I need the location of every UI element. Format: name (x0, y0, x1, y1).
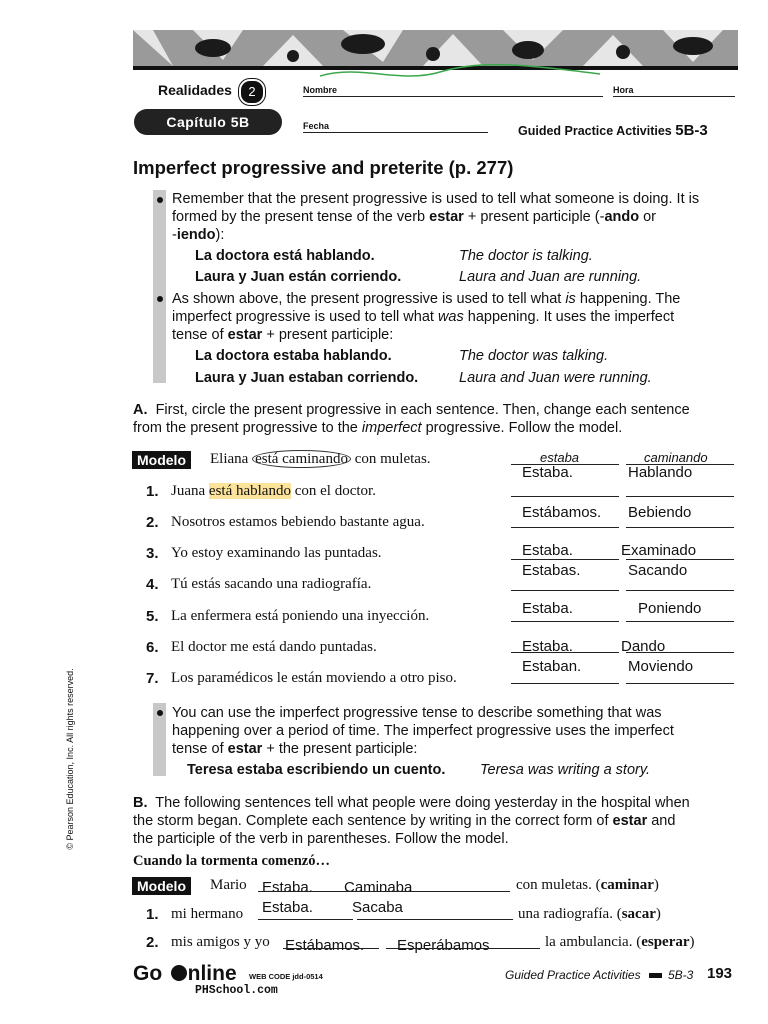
item-number: 7. (146, 670, 159, 687)
flower-pattern-icon (133, 30, 738, 66)
answer-line (511, 559, 619, 560)
part-a-instructions: A. First, circle the present progressive in each sentence. Then, change each sentence from the present progressive to the imperfect progressive. Follow the model. (133, 402, 690, 436)
bullet-dot (157, 710, 163, 716)
item-number: 6. (146, 639, 159, 656)
answer-line (626, 559, 734, 560)
answer-participle[interactable]: Moviendo (628, 658, 694, 675)
modelo-b-answer-2: Caminaba (344, 879, 413, 896)
footer-dash (649, 973, 662, 978)
modelo-badge: Modelo (132, 451, 191, 469)
answer-participle[interactable]: Hablando (628, 464, 693, 481)
modelo-answer-2: caminando (644, 450, 708, 465)
nombre-line[interactable] (303, 96, 603, 97)
footer-guided: Guided Practice Activities (505, 968, 641, 982)
answer-line (511, 652, 619, 653)
example-en-2: Laura and Juan are running. (459, 269, 642, 285)
answer-line (626, 590, 734, 591)
chapter-pill: Capítulo 5B (134, 109, 282, 135)
item-sentence: Tú estás sacando una radiografía. (171, 576, 372, 592)
answer-participle[interactable]: Sacando (628, 562, 688, 579)
level-badge: 2 (239, 79, 265, 105)
globe-icon (171, 965, 187, 981)
modelo-b-rest: con muletas. (caminar) (516, 877, 659, 893)
item-number: 1. (146, 483, 159, 500)
copyright-notice: © Pearson Education, Inc. All rights reserved. (65, 668, 75, 850)
answer-line (511, 621, 619, 622)
answer-participle[interactable]: Dando (621, 638, 666, 655)
part-b-lead: Cuando la tormenta comenzó… (133, 853, 330, 869)
example-en-3: The doctor was talking. (459, 348, 609, 364)
item-rest: la ambulancia. (esperar) (545, 934, 695, 950)
example-es-4: Laura y Juan estaban corriendo. (195, 370, 419, 386)
answer-estar[interactable]: Estaba. (522, 600, 573, 617)
item-subject: mis amigos y yo (171, 934, 270, 950)
footer-code: 5B-3 (668, 968, 694, 982)
item-number: 2. (146, 934, 159, 951)
item-number: 2. (146, 514, 159, 531)
modelo-b-subject: Mario (210, 877, 247, 893)
answer-estar[interactable]: Estábamos. (285, 937, 365, 954)
series-name: Realidades (158, 82, 232, 98)
answer-line (626, 683, 734, 684)
item-subject: mi hermano (171, 906, 244, 922)
item-number: 1. (146, 906, 159, 923)
answer-estar[interactable]: Estaba. (262, 899, 313, 916)
item-sentence: El doctor me está dando puntadas. (171, 639, 377, 655)
item-sentence: La enfermera está poniendo una inyección. (171, 608, 430, 624)
web-code: WEB CODE jdd-0514 (249, 972, 323, 981)
answer-line (626, 527, 734, 528)
answer-line (283, 948, 379, 949)
guided-label: Guided Practice Activities 5B-3 (518, 122, 708, 139)
item-sentence: Nosotros estamos bebiendo bastante agua. (171, 514, 425, 530)
example-es-3: La doctora estaba hablando. (195, 348, 392, 364)
hora-label: Hora (613, 85, 634, 95)
answer-line (258, 919, 353, 920)
go-online-logo: Go nline (133, 962, 237, 985)
answer-line (626, 621, 734, 622)
answer-estar[interactable]: Estabas. (522, 562, 581, 579)
example-en-1: The doctor is talking. (459, 248, 593, 264)
note-bar (153, 190, 166, 383)
phschool-link[interactable]: PHSchool.com (195, 984, 278, 997)
bullet-dot (157, 296, 163, 302)
example-es-5: Teresa estaba escribiendo un cuento. (187, 762, 446, 778)
note-bullet-3: You can use the imperfect progressive tense to describe something that was happening over a period of time. The imperfect progressive uses the imperfect tense of estar + the present participle: (172, 705, 674, 757)
modelo-badge: Modelo (132, 877, 191, 895)
hora-line[interactable] (613, 96, 735, 97)
item-number: 4. (146, 576, 159, 593)
answer-line (626, 652, 734, 653)
modelo-answer-1: estaba (540, 450, 580, 465)
nombre-label: Nombre (303, 85, 338, 95)
answer-participle[interactable]: Esperábamos (397, 937, 490, 954)
modelo-sentence: Eliana está caminando con muletas. (210, 451, 431, 467)
answer-line (511, 590, 619, 591)
fecha-line[interactable] (303, 132, 488, 133)
answer-line (511, 683, 619, 684)
answer-estar[interactable]: Estaba. (522, 542, 573, 559)
answer-estar[interactable]: Estaba. (522, 464, 573, 481)
item-number: 3. (146, 545, 159, 562)
answer-line (626, 496, 734, 497)
answer-line (511, 496, 619, 497)
modelo-b-answer-1: Estaba. (262, 879, 313, 896)
answer-participle[interactable]: Bebiendo (628, 504, 692, 521)
item-sentence: Yo estoy examinando las puntadas. (171, 545, 382, 561)
note-bullet-2: As shown above, the present progressive is used to tell what is happening. The imperfect progressive is used to tell what was happening. It uses the imperfect tense of estar + present participle: (172, 291, 681, 343)
page-number: 193 (707, 965, 733, 982)
example-es-1: La doctora está hablando. (195, 248, 375, 264)
example-en-5: Teresa was writing a story. (480, 762, 651, 778)
answer-participle[interactable]: Sacaba (352, 899, 403, 916)
answer-line (357, 919, 513, 920)
answer-line (386, 948, 540, 949)
answer-estar[interactable]: Estaba. (522, 638, 573, 655)
highlighted-phrase: está hablando (208, 483, 291, 499)
part-b-instructions: B. The following sentences tell what people were doing yesterday in the hospital when the storm began. Complete each sentence by writing in the correct form of estar and the participle of the verb in parentheses. Follow the model. (133, 795, 690, 847)
answer-estar[interactable]: Estábamos. (522, 504, 602, 521)
answer-participle[interactable]: Examinado (621, 542, 697, 559)
answer-estar[interactable]: Estaban. (522, 658, 582, 675)
item-rest: una radiografía. (sacar) (518, 906, 661, 922)
scribble-icon (320, 64, 600, 84)
answer-line (511, 527, 619, 528)
answer-participle[interactable]: Poniendo (638, 600, 702, 617)
example-en-4: Laura and Juan were running. (459, 370, 652, 386)
example-es-2: Laura y Juan están corriendo. (195, 269, 402, 285)
item-sentence: Juana está hablando con el doctor. (171, 483, 376, 499)
bullet-dot (157, 197, 163, 203)
note-bullet-1: Remember that the present progressive is used to tell what someone is doing. It is formed by the present tense of the verb estar + present participle (-ando or -iendo): (172, 191, 700, 243)
page-title: Imperfect progressive and preterite (p. 277) (133, 157, 514, 178)
answer-line (258, 891, 510, 892)
item-sentence: Los paramédicos le están moviendo a otro piso. (171, 670, 457, 686)
item-number: 5. (146, 608, 159, 625)
fecha-label: Fecha (303, 121, 330, 131)
